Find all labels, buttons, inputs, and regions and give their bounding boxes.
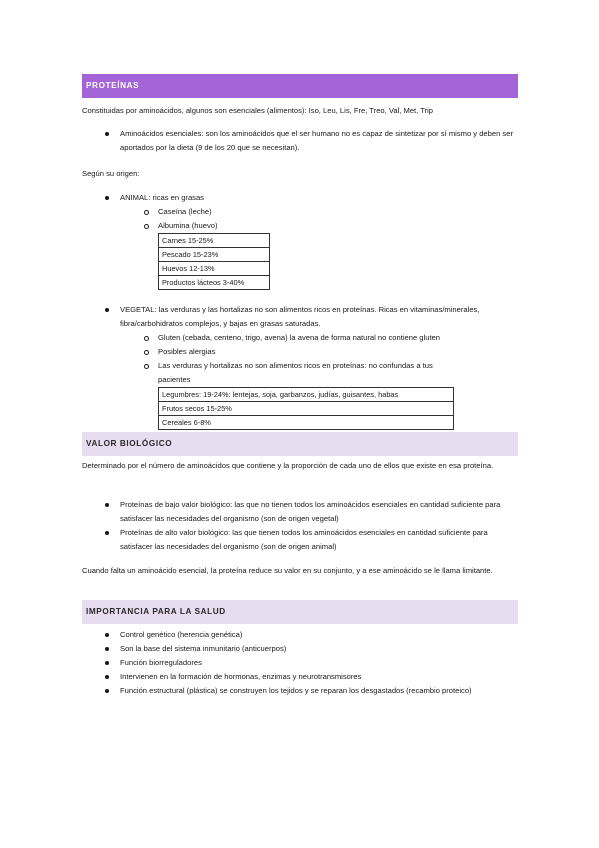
table-row [159, 234, 270, 248]
vegetal-block [82, 303, 518, 430]
table-cell: Productos lácteos 3-40% [159, 276, 270, 290]
list-item: VEGETAL: las verduras y las hortalizas no son alimentos ricos en proteínas. Ricas en vitaminas/minerales, fibra/carbohidratos complejos, y bajas en grasas saturadas. [82, 303, 518, 331]
valor-outro [82, 564, 518, 578]
animal-block [82, 191, 518, 290]
section-title: VALOR BIOLÓGICO [82, 432, 518, 456]
list-item: Intervienen en la formación de hormonas, enzimas y neurotransmisores [82, 670, 518, 684]
section-title: PROTEÍNAS [82, 74, 518, 98]
table-cell: Frutos secos 15-25% [159, 402, 454, 416]
list-item: Función biorreguladores [82, 656, 518, 670]
sub-list-item: Albumina (huevo) [82, 219, 518, 233]
paragraph: Constituidas por aminoácidos, algunos son esenciales (alimentos): Iso, Leu, Lis, Fre, Treo, Val, Met, Trip [82, 106, 434, 115]
list-item: Son la base del sistema inmunitario (anticuerpos) [82, 642, 518, 656]
table-cell: Pescado 15-23% [159, 248, 270, 262]
table-cell: Huevos 12-13% [159, 262, 270, 276]
animal-protein-table [158, 233, 270, 290]
paragraph: Cuando falta un aminoácido esencial, la proteína reduce su valor en su conjunto, y a ese aminoácido se le llama limitante. [82, 566, 493, 575]
table-cell: Legumbres: 19-24%: lentejas, soja, garbanzos, judías, guisantes, habas [159, 388, 454, 402]
table-row [159, 402, 454, 416]
valor-bullets [82, 498, 518, 554]
valor-header [82, 432, 518, 456]
table-row [159, 388, 454, 402]
list-item: Proteínas de alto valor biológico: las que tienen todos los aminoácidos esenciales en cantidad suficiente para satisfacer las necesidades del organismo (son de origen animal) [82, 526, 518, 554]
table-row [159, 276, 270, 290]
valor-intro [82, 459, 518, 473]
list-item: Proteínas de bajo valor biológico: las que no tienen todos los aminoácidos esenciales en cantidad suficiente para satisfacer las necesidades del organismo (son de origen vegetal) [82, 498, 518, 526]
table-cell: Carnes 15-25% [159, 234, 270, 248]
list-item: Control genético (herencia genética) [82, 628, 518, 642]
proteinas-header [82, 74, 518, 98]
importancia-header [82, 600, 518, 624]
essential-bullet [82, 127, 518, 155]
list-item: ANIMAL: ricas en grasas [82, 191, 518, 205]
paragraph: Determinado por el número de aminoácidos que contiene y la proporción de cada uno de ellos que existe en esa proteína. [82, 461, 494, 470]
table-row [159, 416, 454, 430]
sub-list-item: Posibles alergias [82, 345, 518, 359]
list-item: Función estructural (plástica) se construyen los tejidos y se reparan los desgastados (recambio proteico) [82, 684, 518, 698]
proteinas-intro [82, 104, 518, 118]
origin-heading [82, 167, 518, 181]
table-row [159, 248, 270, 262]
sub-list-item: Las verduras y hortalizas no son alimentos ricos en proteínas: no confundas a tus pacientes [82, 359, 448, 387]
paragraph: Según su origen: [82, 169, 140, 178]
table-cell: Cereales 6-8% [159, 416, 454, 430]
sub-list-item: Caseína (leche) [82, 205, 518, 219]
vegetal-protein-table [158, 387, 454, 430]
list-item: Aminoácidos esenciales: son los aminoácidos que el ser humano no es capaz de sintetizar por sí mismo y deben ser aportados por la dieta (9 de los 20 que se necesitan). [82, 127, 518, 155]
sub-list-item: Gluten (cebada, centeno, trigo, avena) la avena de forma natural no contiene gluten [82, 331, 518, 345]
table-row [159, 262, 270, 276]
section-title: IMPORTANCIA PARA LA SALUD [82, 600, 518, 624]
importancia-bullets [82, 628, 518, 698]
